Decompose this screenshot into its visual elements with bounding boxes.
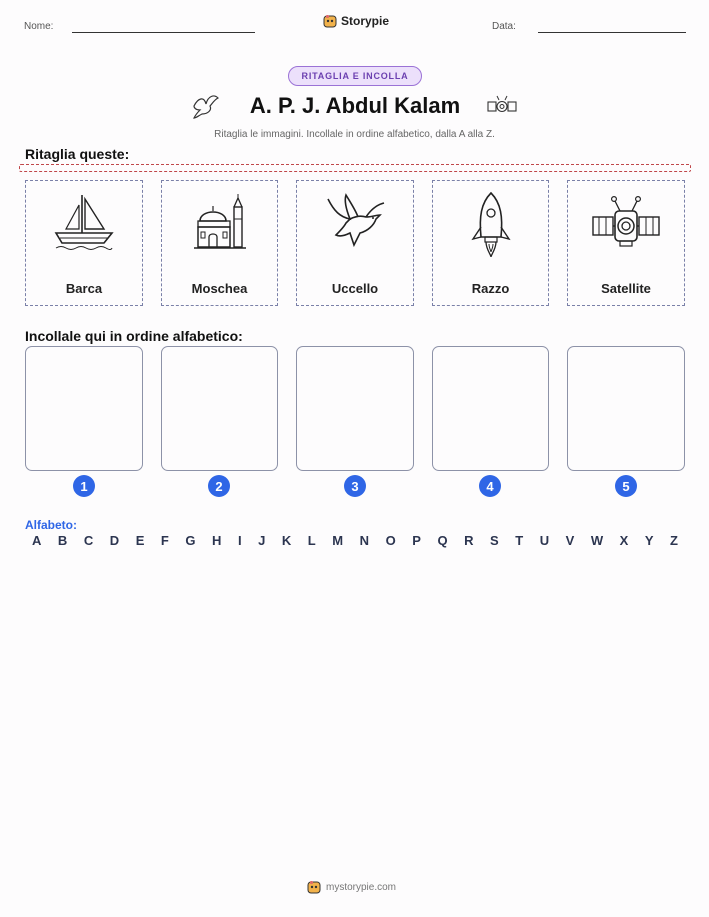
cut-heading: Ritaglia queste: bbox=[25, 146, 130, 162]
alphabet-letter: K bbox=[281, 533, 292, 548]
alphabet-letter: B bbox=[57, 533, 68, 548]
alphabet-letter: O bbox=[385, 533, 396, 548]
cut-card-moschea[interactable] bbox=[161, 180, 278, 306]
paste-box-1[interactable] bbox=[25, 346, 143, 471]
alphabet-letter: R bbox=[464, 533, 474, 548]
alphabet-letter: I bbox=[237, 533, 242, 548]
card-label: Satellite bbox=[601, 281, 651, 296]
storypie-mascot-icon bbox=[307, 880, 321, 894]
satellite-icon bbox=[487, 94, 517, 118]
alphabet-letter: U bbox=[539, 533, 550, 548]
alphabet-letter: N bbox=[359, 533, 370, 548]
card-label: Moschea bbox=[191, 281, 248, 296]
alphabet-letter: V bbox=[565, 533, 575, 548]
storypie-mascot-icon bbox=[323, 14, 337, 28]
footer bbox=[307, 880, 396, 894]
alphabet-letter: Y bbox=[644, 533, 654, 548]
satellite-icon bbox=[591, 191, 661, 253]
number-badge-3: 3 bbox=[344, 475, 366, 497]
rocket-icon bbox=[471, 191, 511, 265]
card-label: Barca bbox=[65, 281, 103, 296]
storypie-logo bbox=[323, 14, 389, 28]
bird-icon bbox=[190, 92, 220, 120]
cut-line bbox=[19, 164, 691, 172]
alphabet-letter: W bbox=[590, 533, 604, 548]
mosque-icon bbox=[192, 191, 248, 253]
alphabet-row bbox=[32, 533, 678, 548]
cut-card-uccello[interactable] bbox=[296, 180, 414, 306]
brand-name: Storypie bbox=[341, 14, 390, 28]
alphabet-letter: Q bbox=[437, 533, 448, 548]
alphabet-heading: Alfabeto: bbox=[25, 518, 77, 532]
paste-heading: Incollale qui in ordine alfabetico: bbox=[25, 328, 243, 344]
number-badge-5: 5 bbox=[615, 475, 637, 497]
card-label: Uccello bbox=[331, 281, 379, 296]
paste-box-5[interactable] bbox=[567, 346, 685, 471]
alphabet-letter: G bbox=[185, 533, 196, 548]
activity-badge: RITAGLIA E INCOLLA bbox=[288, 66, 422, 86]
alphabet-letter: M bbox=[332, 533, 344, 548]
name-label: Nome: bbox=[24, 21, 54, 32]
alphabet-letter: P bbox=[412, 533, 421, 548]
card-label: Razzo bbox=[471, 281, 510, 296]
alphabet-letter: E bbox=[135, 533, 145, 548]
alphabet-letter: L bbox=[307, 533, 316, 548]
paste-box-2[interactable] bbox=[161, 346, 278, 471]
paste-box-4[interactable] bbox=[432, 346, 549, 471]
name-field-line[interactable] bbox=[72, 32, 255, 33]
number-badge-4: 4 bbox=[479, 475, 501, 497]
number-badge-2: 2 bbox=[208, 475, 230, 497]
cut-card-satellite[interactable] bbox=[567, 180, 685, 306]
paste-box-3[interactable] bbox=[296, 346, 414, 471]
page-title: A. P. J. Abdul Kalam bbox=[249, 93, 461, 118]
alphabet-letter: Z bbox=[670, 533, 678, 548]
alphabet-letter: H bbox=[212, 533, 222, 548]
number-badge-1: 1 bbox=[73, 475, 95, 497]
alphabet-letter: X bbox=[619, 533, 629, 548]
instructions: Ritaglia le immagini. Incollale in ordine alfabetico, dalla A alla Z. bbox=[214, 129, 495, 140]
cut-card-razzo[interactable] bbox=[432, 180, 549, 306]
boat-icon bbox=[52, 191, 116, 253]
cut-card-barca[interactable] bbox=[25, 180, 143, 306]
date-label: Data: bbox=[492, 21, 516, 32]
date-field-line[interactable] bbox=[538, 32, 686, 33]
alphabet-letter: D bbox=[109, 533, 120, 548]
alphabet-letter: A bbox=[32, 533, 42, 548]
alphabet-letter: S bbox=[490, 533, 499, 548]
footer-url[interactable]: mystorypie.com bbox=[326, 881, 397, 893]
alphabet-letter: F bbox=[160, 533, 169, 548]
bird-icon bbox=[324, 191, 386, 253]
alphabet-letter: T bbox=[515, 533, 524, 548]
alphabet-letter: C bbox=[83, 533, 94, 548]
alphabet-letter: J bbox=[258, 533, 266, 548]
